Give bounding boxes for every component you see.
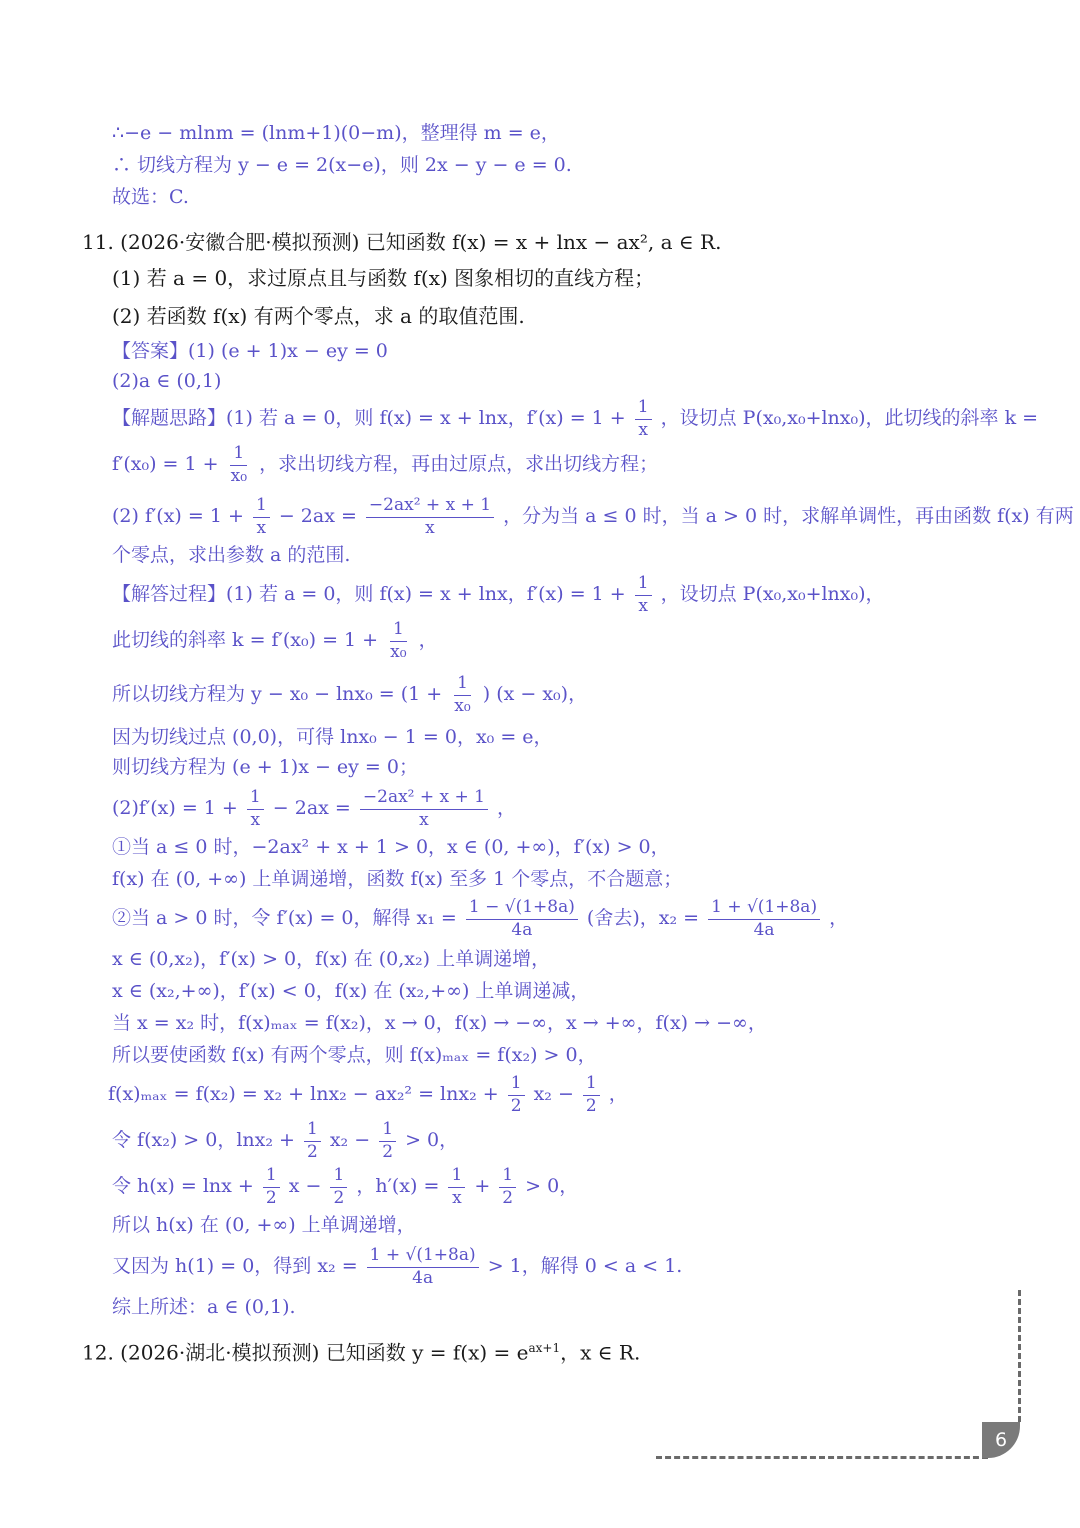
fraction-x1-root: $\frac{1 - √(1+8a)}{4a}$ [466,898,578,940]
paren-left: (1 + [400,683,443,706]
think-line-2 [112,444,658,486]
prev-line-1: ∴−e − mlnm = (lnm+1)(0−m)，整理得 m = e， [112,122,560,144]
proc-line-17: 所以 h(x) 在 (0, +∞) 上单调递增， [112,1214,416,1236]
proc-line-4: 因为切线过点 (0,0)，可得 lnx₀ − 1 = 0，x₀ = e， [112,726,553,748]
think-text: ，设切点 P(x₀,x₀+lnx₀)，此切线的斜率 k = [660,407,1039,430]
proc-line-3 [112,674,587,716]
q11-part-1: (1) 若 a = 0，求过原点且与函数 f(x) 图象相切的直线方程； [112,266,655,290]
proc-text: ， [497,797,517,820]
fraction-1-over-x: $\frac{1}{x}$ [247,788,264,830]
proc-text: 令 f(x₂) > 0，lnx₂ + [112,1129,295,1152]
fraction-1-over-x0: $\frac{1}{\text{x₀}}$ [390,619,407,662]
proc-line-7: ①当 a ≤ 0 时，−2ax² + x + 1 > 0，x ∈ (0, +∞)，f′(x) > 0， [112,836,670,858]
proc-text: 令 h(x) = lnx + [112,1175,254,1198]
fraction-1-over-2: $\frac{1}{2}$ [330,1166,347,1208]
think-text: f′(x₀) = 1 + [112,453,219,476]
proc-text: 又因为 h(1) = 0，得到 x₂ = [112,1255,358,1278]
proc-text: ②当 a > 0 时，令 f′(x) = 0，解得 x₁ = [112,907,457,930]
proc-text: 所以切线方程为 y − x₀ − lnx₀ = [112,683,395,706]
q12-text: 12. (2026·湖北·模拟预测) 已知函数 y = f(x) = e [82,1340,529,1365]
fraction-1-over-2: $\frac{1}{2}$ [304,1120,321,1162]
proc-text: ， [829,907,849,930]
prev-line-2: ∴ 切线方程为 y − e = 2(x−e)，则 2x − y − e = 0. [112,154,572,176]
answer-line-1: 【答案】(1) (e + 1)x − ey = 0 [112,340,388,362]
think-text: (2) f′(x) = 1 + [112,505,244,528]
proc-line-11: x ∈ (x₂,+∞)，f′(x) < 0，f(x) 在 (x₂,+∞) 上单调递减， [112,980,590,1002]
fraction-1-over-x: $\frac{1}{x}$ [635,398,652,440]
proc-text: (x − x₀)， [496,683,588,706]
fraction-1-over-x0: $\frac{1}{\text{x₀}}$ [454,673,471,716]
q12-tail: ，x ∈ R. [560,1340,641,1365]
proc-text: (舍去)，x₂ = [586,907,700,930]
fraction-x2-root: $\frac{1 + √(1+8a)}{4a}$ [367,1246,479,1288]
fraction-derivative: $\frac{\text{−2ax² + x + 1}}{x}$ [360,788,488,830]
fraction-1-over-x: $\frac{1}{x}$ [635,574,652,616]
proc-line-5: 则切线方程为 (e + 1)x − ey = 0； [112,756,418,778]
proc-line-16 [112,1166,578,1208]
fraction-1-over-x: $\frac{1}{x}$ [448,1166,465,1208]
think-line-4: 个零点，求出参数 a 的范围. [112,544,351,566]
proc-line-13: 所以要使函数 f(x) 有两个零点，则 f(x)ₘₐₓ = f(x₂) > 0， [112,1044,597,1066]
proc-text: x₂ − [533,1083,574,1106]
fraction-1-over-2: $\frac{1}{2}$ [583,1074,600,1116]
fraction-1-over-2: $\frac{1}{2}$ [499,1166,516,1208]
proc-text: > 0， [525,1175,579,1198]
proc-line-8: f(x) 在 (0, +∞) 上单调递增，函数 f(x) 至多 1 个零点，不合题意； [112,868,683,890]
proc-line-1 [112,574,885,616]
fraction-1-over-2: $\frac{1}{2}$ [508,1074,525,1116]
proc-line-2 [112,620,438,662]
proc-text: > 0， [405,1129,459,1152]
think-text: ，分为当 a ≤ 0 时，当 a > 0 时，求解单调性，再由函数 f(x) 有两 [503,505,1074,528]
fraction-x2-root: $\frac{1 + √(1+8a)}{4a}$ [708,898,820,940]
q11-stem: 11. (2026·安徽合肥·模拟预测) 已知函数 f(x) = x + lnx − ax², a ∈ R. [82,230,722,254]
proc-text: x − [288,1175,322,1198]
proc-text: ，h′(x) = [356,1175,440,1198]
think-line-3 [112,496,1074,538]
page-number: 6 [982,1422,1020,1458]
proc-text: (2)f′(x) = 1 + [112,797,238,820]
proc-line-14 [108,1074,628,1116]
proc-line-9 [112,898,848,940]
proc-line-19: 综上所述：a ∈ (0,1). [112,1296,296,1318]
proc-text: − 2ax = [272,797,351,820]
fraction-1-over-x0: $\frac{1}{\text{x₀}}$ [230,443,248,486]
proc-text: x₂ − [329,1129,371,1152]
fraction-derivative: $\frac{\text{−2ax² + x + 1}}{x}$ [366,496,494,538]
proc-text: f(x)ₘₐₓ = f(x₂) = x₂ + lnx₂ − ax₂² = lnx₂ + [108,1083,499,1106]
proc-text: ， [418,629,438,652]
proc-line-12: 当 x = x₂ 时，f(x)ₘₐₓ = f(x₂)，x → 0，f(x) → −∞，x → +∞，f(x) → −∞， [112,1012,767,1034]
proc-text: > 1，解得 0 < a < 1. [487,1255,683,1278]
proc-line-18 [112,1246,682,1288]
think-text: 【解题思路】(1) 若 a = 0，则 f(x) = x + lnx，f′(x) = 1 + [112,407,626,430]
prev-line-3: 故选：C. [112,186,189,208]
fraction-1-over-x: $\frac{1}{x}$ [253,496,270,538]
proc-line-10: x ∈ (0,x₂)，f′(x) > 0，f(x) 在 (0,x₂) 上单调递增， [112,948,551,970]
q11-part-2: (2) 若函数 f(x) 有两个零点，求 a 的取值范围. [112,304,525,328]
q12-stem [82,1342,640,1363]
fraction-1-over-2: $\frac{1}{2}$ [263,1166,280,1208]
proc-text: 此切线的斜率 k = f′(x₀) = 1 + [112,629,379,652]
proc-text: ，设切点 P(x₀,x₀+lnx₀)， [660,583,885,606]
proc-line-15 [112,1120,458,1162]
proc-text: 【解答过程】(1) 若 a = 0，则 f(x) = x + lnx，f′(x) = 1 + [112,583,626,606]
think-line-1 [112,398,1038,440]
proc-text: ， [608,1083,628,1106]
think-text: ，求出切线方程，再由过原点，求出切线方程； [259,453,659,476]
think-text: − 2ax = [278,505,357,528]
q12-exponent: ax+1 [528,1341,561,1355]
paren-right: ) [482,683,491,706]
page-border-dashed-horizontal [656,1456,988,1459]
page-border-dashed-vertical [1018,1290,1021,1422]
proc-text: + [474,1175,491,1198]
fraction-1-over-2: $\frac{1}{2}$ [379,1120,396,1162]
proc-line-6 [112,788,516,830]
answer-line-2: (2)a ∈ (0,1) [112,370,222,392]
